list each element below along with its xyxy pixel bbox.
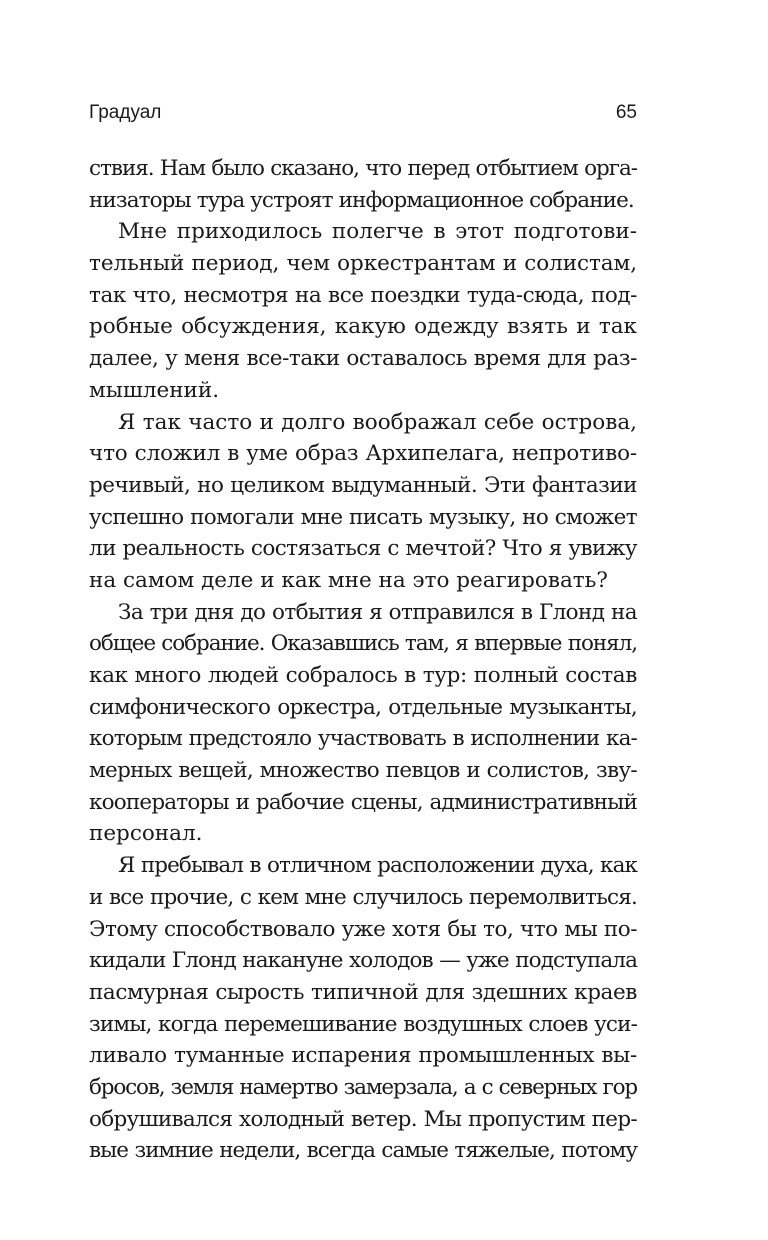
text-line: зимы, когда перемешивание воздушных слоев уси- <box>89 1011 637 1037</box>
text-line: ли реальность состязаться с мечтой? Что я увижу <box>89 536 637 562</box>
text-line: кооператоры и рабочие сцены, административный <box>89 789 637 815</box>
paragraph <box>89 597 637 851</box>
text-line: речивый, но целиком выдуманный. Эти фантазии <box>89 472 637 498</box>
text-line: вые зимние недели, всегда самые тяжелые, потому <box>89 1138 637 1164</box>
text-line: персонал. <box>89 821 203 847</box>
text-line: на самом деле и как мне на это реагировать? <box>89 567 608 593</box>
text-line: низаторы тура устроят информационное собрание. <box>89 187 634 213</box>
text-line: тельный период, чем оркестрантам и солистам, <box>89 251 637 277</box>
running-title: Градуал <box>89 102 162 123</box>
text-line: ливало туманные испарения промышленных вы- <box>89 1043 637 1069</box>
body-text <box>89 153 637 1167</box>
text-line: мерных вещей, множество певцов и солистов, зву- <box>89 758 637 784</box>
text-line: Я пребывал в отличном расположении духа, как <box>118 853 637 879</box>
text-line: которым предстояло участвовать в исполнении ка- <box>89 726 637 752</box>
text-line: успешно помогали мне писать музыку, но сможет <box>89 504 637 530</box>
text-line: бросов, земля намертво замерзала, а с северных гор <box>89 1074 637 1100</box>
paragraph <box>89 153 637 216</box>
page-number: 65 <box>615 102 637 123</box>
text-line: симфонического оркестра, отдельные музыканты, <box>89 694 637 720</box>
text-line: обрушивался холодный ветер. Мы пропустим пер- <box>89 1106 637 1132</box>
text-line: как много людей собралось в тур: полный состав <box>89 663 637 688</box>
paragraph <box>89 850 637 1167</box>
text-line: и все прочие, с кем мне случилось перемолвиться. <box>89 884 637 910</box>
text-line: Этому способствовало уже хотя бы то, что мы по- <box>89 916 637 942</box>
text-line: далее, у меня все-таки оставалось время для раз- <box>89 346 637 372</box>
text-line: так что, несмотря на все поездки туда-сюда, под- <box>89 282 637 308</box>
text-line: Я так часто и долго воображал себе острова, <box>118 409 637 435</box>
text-line: пасмурная сырость типичной для здешних краев <box>89 979 637 1005</box>
text-line: робные обсуждения, какую одежду взять и так <box>89 314 637 340</box>
text-line: ствия. Нам было сказано, что перед отбытием орга- <box>89 156 637 181</box>
page-header <box>89 102 637 130</box>
paragraph <box>89 407 637 597</box>
text-line: За три дня до отбытия я отправился в Глонд на <box>118 599 637 625</box>
text-line: что сложил в уме образ Архипелага, непротиво- <box>89 441 637 467</box>
text-line: Мне приходилось полегче в этот подготови- <box>118 219 637 245</box>
text-line: мышлений. <box>89 377 220 403</box>
paragraph <box>89 216 637 406</box>
text-line: кидали Глонд накануне холодов — уже подступала <box>89 948 637 974</box>
text-line: общее собрание. Оказавшись там, я впервые понял, <box>89 631 637 657</box>
